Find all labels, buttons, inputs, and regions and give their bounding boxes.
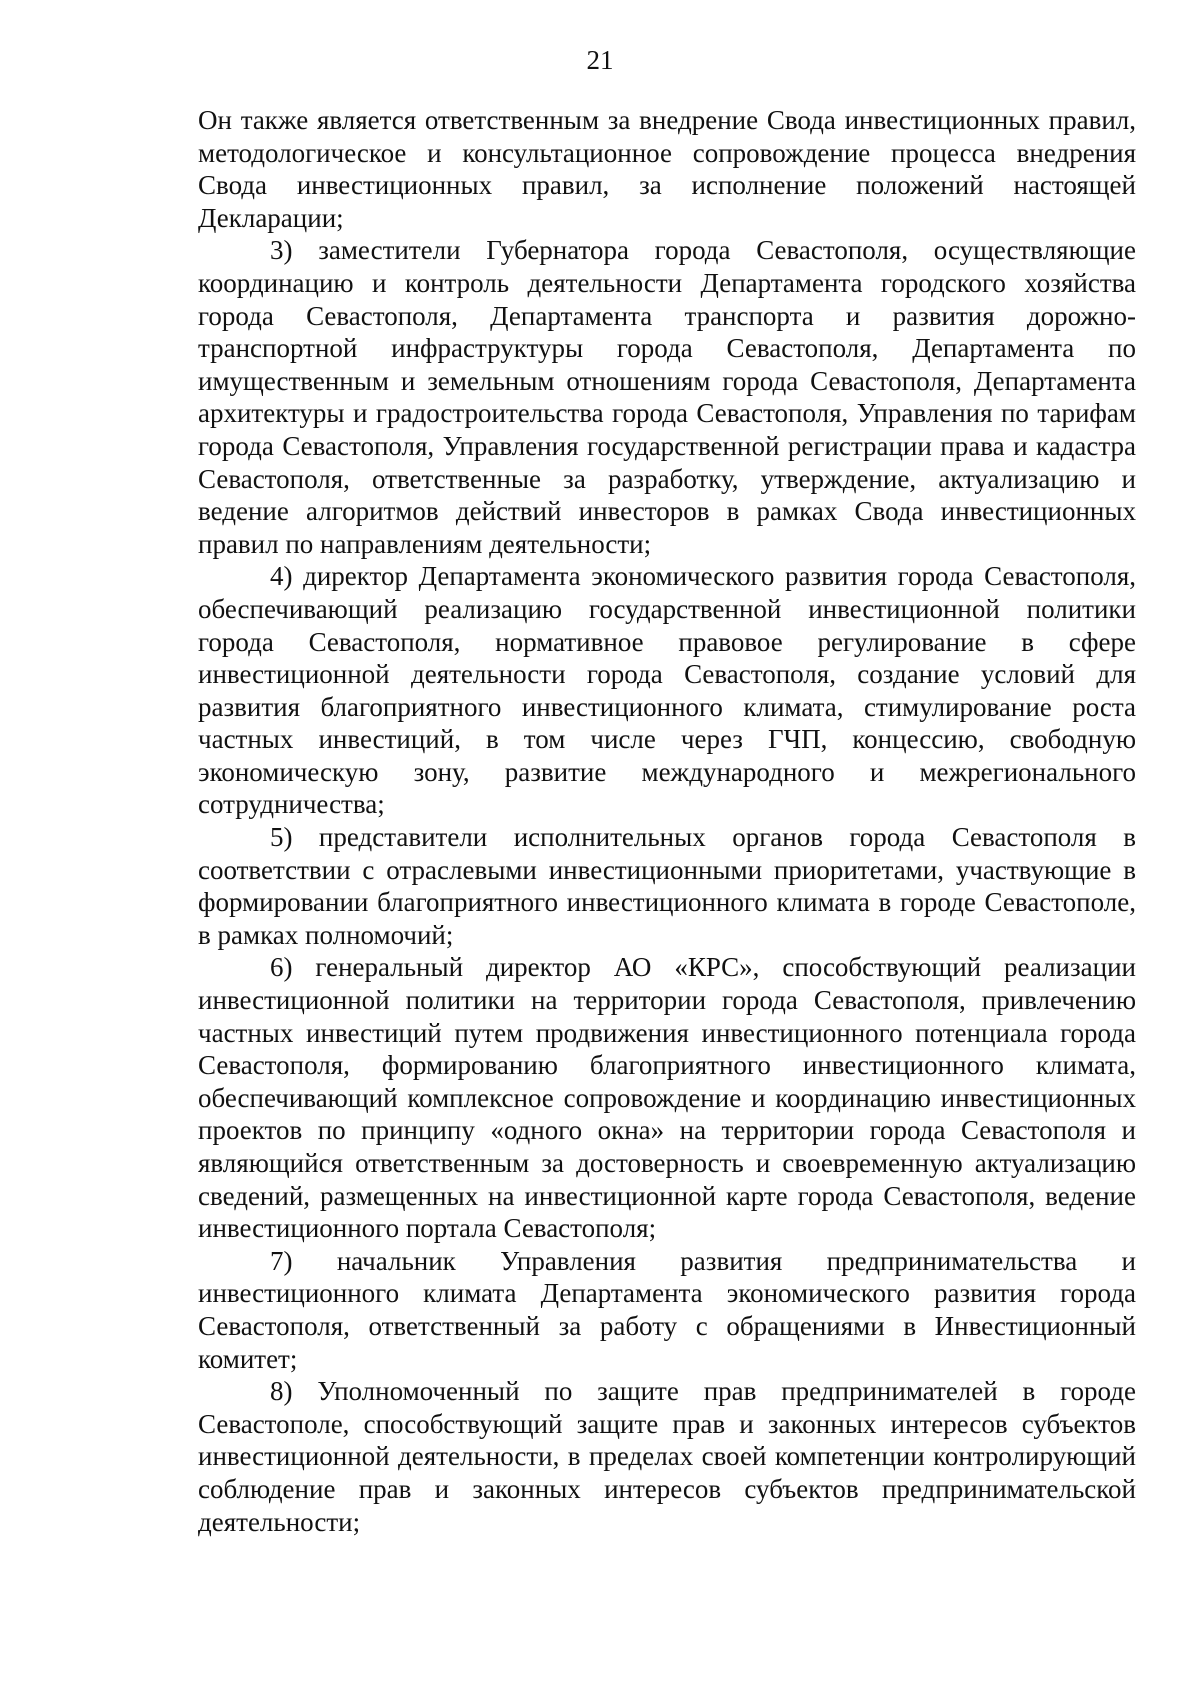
paragraph-item-7: 7) начальник Управления развития предпринимательства и инвестиционного климата Департамента экономического развития города Севастополя, ответственный за работу с обращениями в Инвестиционный комитет;	[198, 1245, 1136, 1374]
page-number: 21	[586, 45, 614, 75]
paragraph-item-3: 3) заместители Губернатора города Севастополя, осуществляющие координацию и контроль деятельности Департамента городского хозяйства города Севастополя, Департамента транспорта и развития дорожно-транспортной инфраструктуры города Севастополя, Департамента по имущественным и земельным отношениям города Севастополя, Департамента архитектуры и градостроительства города Севастополя, Управления по тарифам города Севастополя, Управления государственной регистрации права и кадастра Севастополя, ответственные за разработку, утверждение, актуализацию и ведение алгоритмов действий инвесторов в рамках Свода инвестиционных правил по направлениям деятельности;	[198, 235, 1136, 559]
paragraph-item-4: 4) директор Департамента экономического развития города Севастополя, обеспечивающий реализацию государственной инвестиционной политики города Севастополя, нормативное правовое регулирование в сфере инвестиционной деятельности города Севастополя, создание условий для развития благоприятного инвестиционного климата, стимулирование роста частных инвестиций, в том числе через ГЧП, концессию, свободную экономическую зону, развитие международного и межрегионального сотрудничества;	[198, 561, 1136, 820]
paragraph-item-5: 5) представители исполнительных органов города Севастополя в соответствии с отраслевыми инвестиционными приоритетами, участвующие в формировании благоприятного инвестиционного климата в городе Севастополе, в рамках полномочий;	[198, 822, 1136, 950]
paragraph-item-8: 8) Уполномоченный по защите прав предпринимателей в городе Севастополе, способствующий защите прав и законных интересов субъектов инвестиционной деятельности, в пределах своей компетенции контролирующий соблюдение прав и законных интересов субъектов предпринимательской деятельности;	[198, 1376, 1136, 1537]
paragraph-item-6: 6) генеральный директор АО «КРС», способствующий реализации инвестиционной политики на территории города Севастополя, привлечению частных инвестиций путем продвижения инвестиционного потенциала города Севастополя, формированию благоприятного инвестиционного климата, обеспечивающий комплексное сопровождение и координацию инвестиционных проектов по принципу «одного окна» на территории города Севастополя и являющийся ответственным за достоверность и своевременную актуализацию сведений, размещенных на инвестиционной карте города Севастополя, ведение инвестиционного портала Севастополя;	[198, 952, 1136, 1244]
paragraph-continuation: Он также является ответственным за внедрение Свода инвестиционных правил, методологическое и консультационное сопровождение процесса внедрения Свода инвестиционных правил, за исполнение положений настоящей Декларации;	[198, 105, 1136, 233]
document-body	[198, 104, 1136, 1538]
